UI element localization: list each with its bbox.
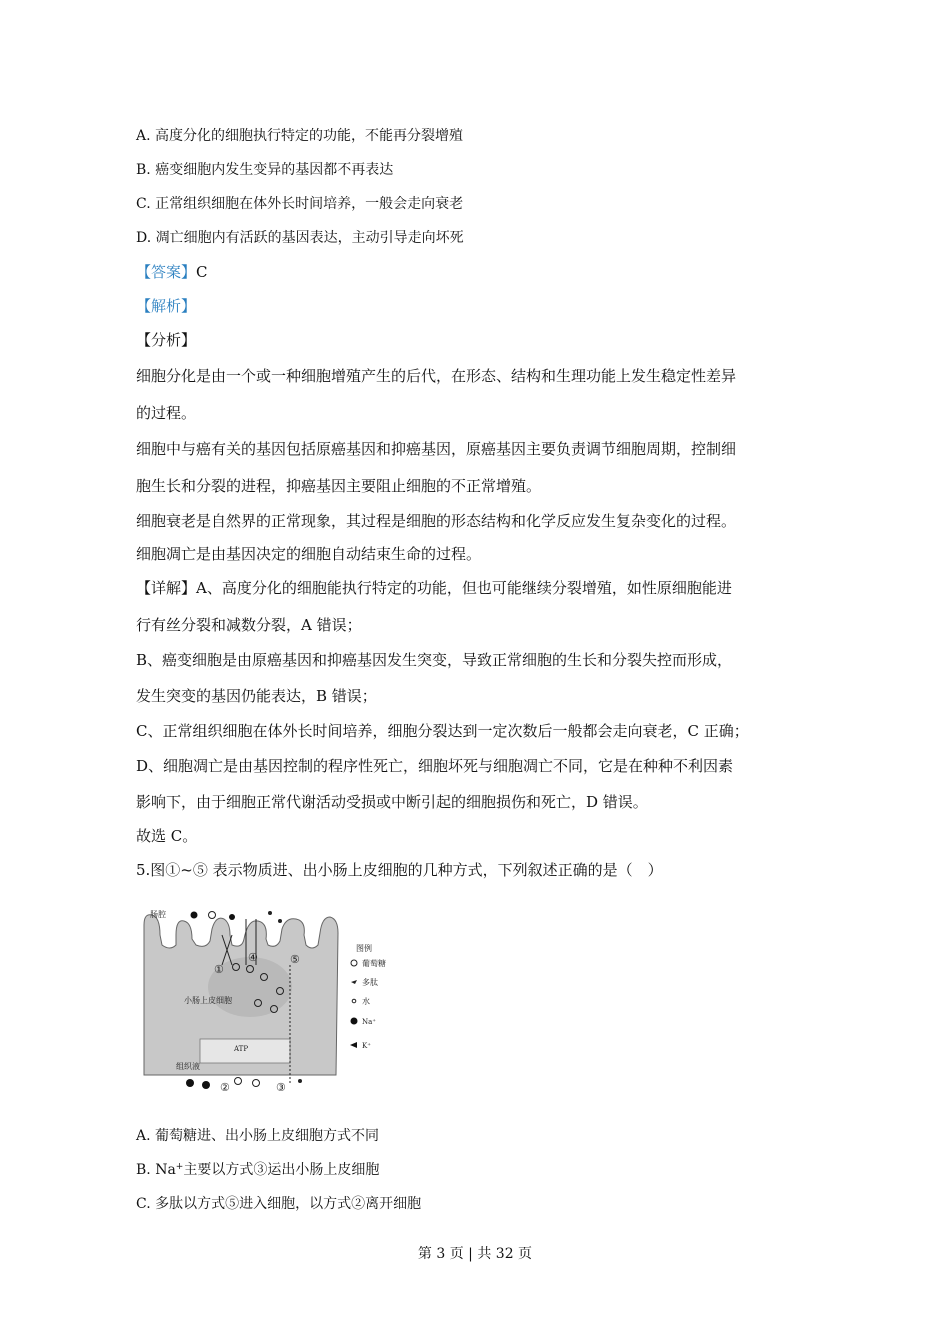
answer-value: C [196,263,208,281]
body-line: 胞生长和分裂的进程，抑癌基因主要阻止细胞的不正常增殖。 [136,477,542,495]
legend-peptide: 多肽 [362,978,378,987]
detail-line: C、正常组织细胞在体外长时间培养，细胞分裂达到一定次数后一般都会走向衰老，C 正确； [136,722,749,740]
fenxi-heading: 【分析】 [136,331,197,349]
legend-k: K⁺ [362,1042,371,1050]
water-dot [278,919,282,923]
glucose-dot [235,1078,242,1085]
q5-option-c: C. 多肽以方式⑤进入细胞，以方式②离开细胞 [136,1196,422,1212]
body-line: 的过程。 [136,404,197,422]
water-dot [268,911,272,915]
label-n1: ① [214,963,224,976]
q5-option-b-rest: 主要以方式③运出小肠上皮细胞 [183,1162,380,1178]
page-footer: 第 3 页 | 共 32 页 [417,1246,533,1262]
label-n3: ③ [276,1081,286,1091]
label-cell: 小肠上皮细胞 [184,996,232,1005]
detail-line: B、癌变细胞是由原癌基因和抑癌基因发生突变，导致正常细胞的生长和分裂失控而形成， [136,651,733,669]
legend-na-icon [351,1018,358,1025]
legend-peptide-icon [351,980,357,984]
legend-k-icon [350,1042,357,1048]
q5-option-b-sup: + [175,1162,184,1172]
body-line: 细胞中与癌有关的基因包括原癌基因和抑癌基因，原癌基因主要负责调节细胞周期，控制细 [136,440,737,458]
body-line: 细胞衰老是自然界的正常现象，其过程是细胞的形态结构和化学反应发生复杂变化的过程。 [136,512,737,530]
option-c: C. 正常组织细胞在体外长时间培养，一般会走向衰老 [136,196,464,212]
label-n2: ② [220,1081,230,1091]
q5-option-a: A. 葡萄糖进、出小肠上皮细胞方式不同 [136,1128,380,1144]
legend-na: Na⁺ [362,1018,376,1026]
glucose-dot [253,1080,260,1087]
jiexi-heading: 【解析】 [136,297,197,315]
na-dot [202,1081,210,1089]
label-n4: ④ [248,951,258,964]
legend-water: 水 [362,997,370,1006]
conclusion-line: 故选 C。 [136,827,198,845]
na-dot [229,914,235,920]
legend-glucose: 葡萄糖 [362,959,386,968]
answer-tag: 【答案】 [136,263,197,281]
detail-line: 【详解】A、高度分化的细胞能执行特定的功能，但也可能继续分裂增殖，如性原细胞能进 [136,579,732,597]
na-dot [191,912,198,919]
option-a: A. 高度分化的细胞执行特定的功能，不能再分裂增殖 [136,128,464,144]
detail-line: D、细胞凋亡是由基因控制的程序性死亡，细胞坏死与细胞凋亡不同，它是在种种不利因素 [136,757,734,775]
question-5-stem: 5.图①~⑤ 表示物质进、出小肠上皮细胞的几种方式，下列叙述正确的是（ ） [136,861,663,879]
small-intestine-cell-figure [140,905,422,1091]
label-tissue: 组织液 [176,1062,200,1071]
q5-option-b [136,1160,379,1180]
body-line: 细胞分化是由一个或一种细胞增殖产生的后代，在形态、结构和生理功能上发生稳定性差异 [136,367,737,385]
legend-water-icon [352,999,356,1003]
q5-option-b-prefix: B. Na [136,1162,176,1178]
legend-glucose-icon [351,960,357,966]
na-dot [186,1079,194,1087]
option-b: B. 癌变细胞内发生变异的基因都不再表达 [136,162,394,178]
body-line: 细胞凋亡是由基因决定的细胞自动结束生命的过程。 [136,545,482,563]
glucose-dot [209,912,216,919]
option-d: D. 凋亡细胞内有活跃的基因表达，主动引导走向坏死 [136,230,464,246]
label-atp: ATP [234,1045,249,1053]
label-n5: ⑤ [290,953,300,966]
detail-line: 发生突变的基因仍能表达，B 错误； [136,687,377,705]
detail-line: 影响下，由于细胞正常代谢活动受损或中断引起的细胞损伤和死亡，D 错误。 [136,793,648,811]
legend-title: 图例 [356,944,372,953]
detail-line: 行有丝分裂和减数分裂，A 错误； [136,616,362,634]
water-dot [298,1079,302,1083]
answer-line [136,262,208,282]
label-lumen: 肠腔 [150,910,166,919]
